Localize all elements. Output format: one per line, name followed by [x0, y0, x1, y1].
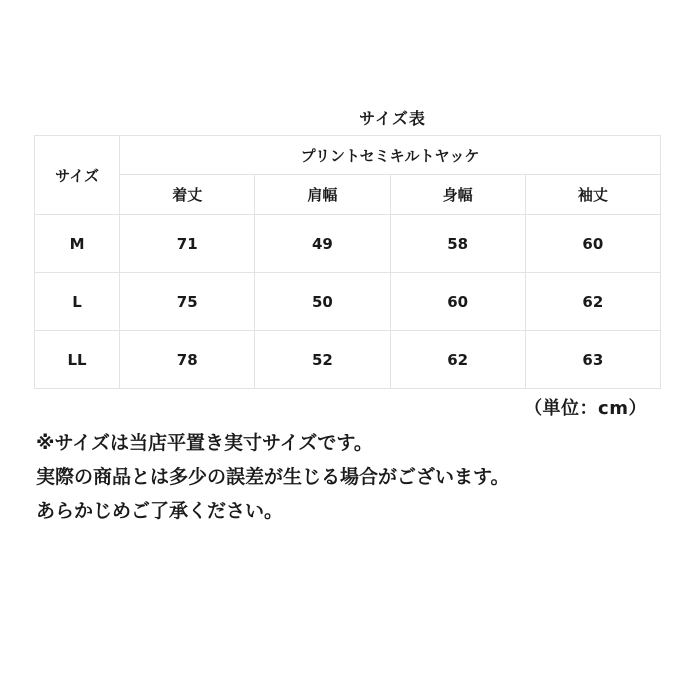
column-header-sleeve: 袖丈 [525, 175, 660, 215]
table-row [35, 273, 661, 331]
table-cell: 75 [120, 273, 255, 331]
size-label: L [35, 273, 120, 331]
size-header-cell: サイズ [35, 136, 120, 215]
table-cell: 78 [120, 331, 255, 389]
size-table [34, 135, 661, 389]
size-notes [36, 426, 676, 528]
table-cell: 58 [390, 215, 525, 273]
note-line: 実際の商品とは多少の誤差が生じる場合がございます。 [36, 466, 510, 488]
size-label: M [35, 215, 120, 273]
table-row [35, 331, 661, 389]
size-label: LL [35, 331, 120, 389]
note-line: ※サイズは当店平置き実寸サイズです。 [36, 432, 373, 454]
table-cell: 60 [525, 215, 660, 273]
column-header-shoulder: 肩幅 [255, 175, 390, 215]
table-cell: 71 [120, 215, 255, 273]
page-title: サイズ表 [359, 109, 426, 128]
table-cell: 49 [255, 215, 390, 273]
table-cell: 50 [255, 273, 390, 331]
table-header-row [35, 136, 661, 175]
table-cell: 52 [255, 331, 390, 389]
table-cell: 62 [525, 273, 660, 331]
column-header-chest: 身幅 [390, 175, 525, 215]
table-cell: 60 [390, 273, 525, 331]
product-name-cell: プリントセミキルトヤッケ [120, 136, 661, 175]
note-line: あらかじめご了承ください。 [36, 500, 284, 522]
table-subheader-row [35, 175, 661, 215]
table-cell: 63 [525, 331, 660, 389]
unit-label: （単位：cm） [524, 398, 647, 419]
table-cell: 62 [390, 331, 525, 389]
table-row [35, 215, 661, 273]
column-header-length: 着丈 [120, 175, 255, 215]
